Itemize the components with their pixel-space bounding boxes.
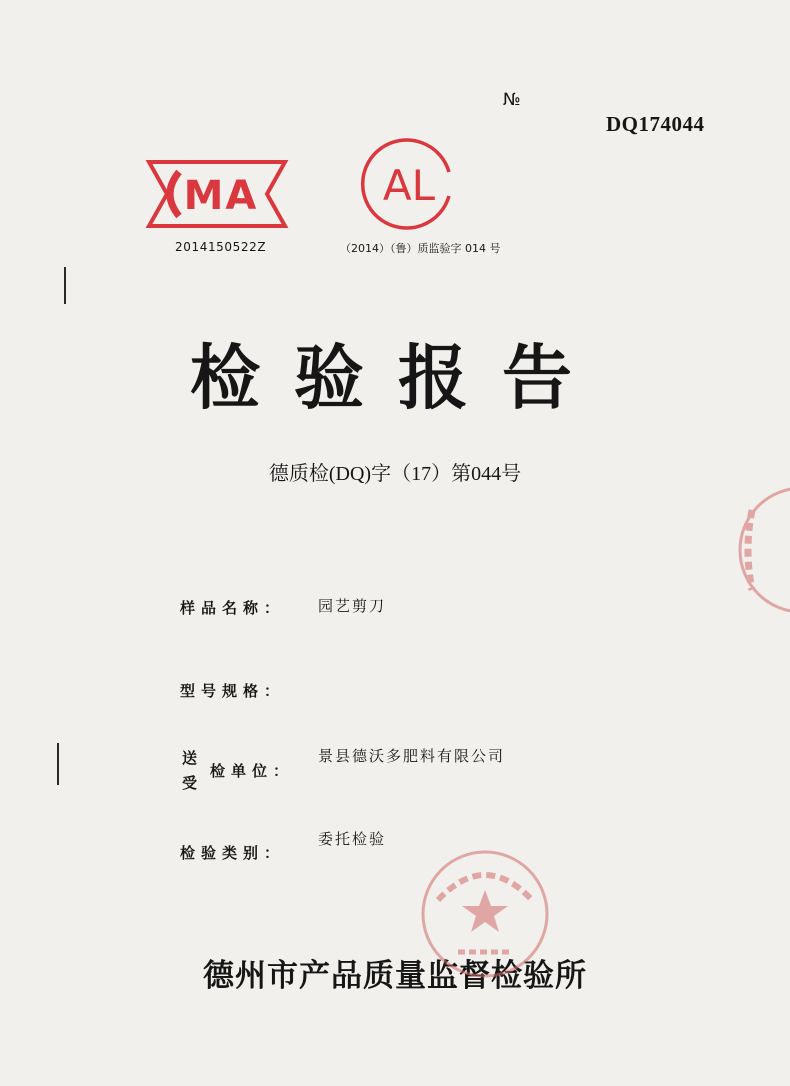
unit-label: 检单位： [210, 762, 295, 780]
edge-seal-stamp [730, 480, 790, 620]
number-symbol: № [503, 90, 521, 110]
report-number: 德质检(DQ)字（17）第044号 [268, 463, 522, 485]
sample-name-label: 样品名称： [180, 599, 286, 617]
margin-mark [57, 743, 59, 785]
category-value: 委托检验 [318, 830, 387, 848]
report-title: 检验报告 [190, 337, 606, 419]
cma-logo [141, 158, 293, 230]
cma-letters: MA [183, 173, 259, 219]
sample-name-value: 园艺剪刀 [318, 597, 387, 615]
cma-code: 2014150522Z [175, 240, 267, 254]
unit-receive-char: 受 [182, 774, 204, 792]
model-label: 型号规格： [180, 682, 286, 700]
category-label: 检验类别： [180, 844, 286, 862]
cal-letters: AL [382, 161, 436, 210]
unit-value: 景县德沃多肥料有限公司 [318, 747, 506, 765]
cal-logo [357, 136, 457, 232]
serial-number: DQ174044 [606, 112, 705, 136]
institute-name: 德州市产品质量监督检验所 [203, 958, 587, 994]
cal-code: （2014）（鲁）质监验字 014 号 [340, 242, 501, 255]
unit-send-char: 送 [182, 749, 204, 767]
margin-mark [64, 267, 66, 304]
official-seal-stamp [410, 840, 560, 980]
